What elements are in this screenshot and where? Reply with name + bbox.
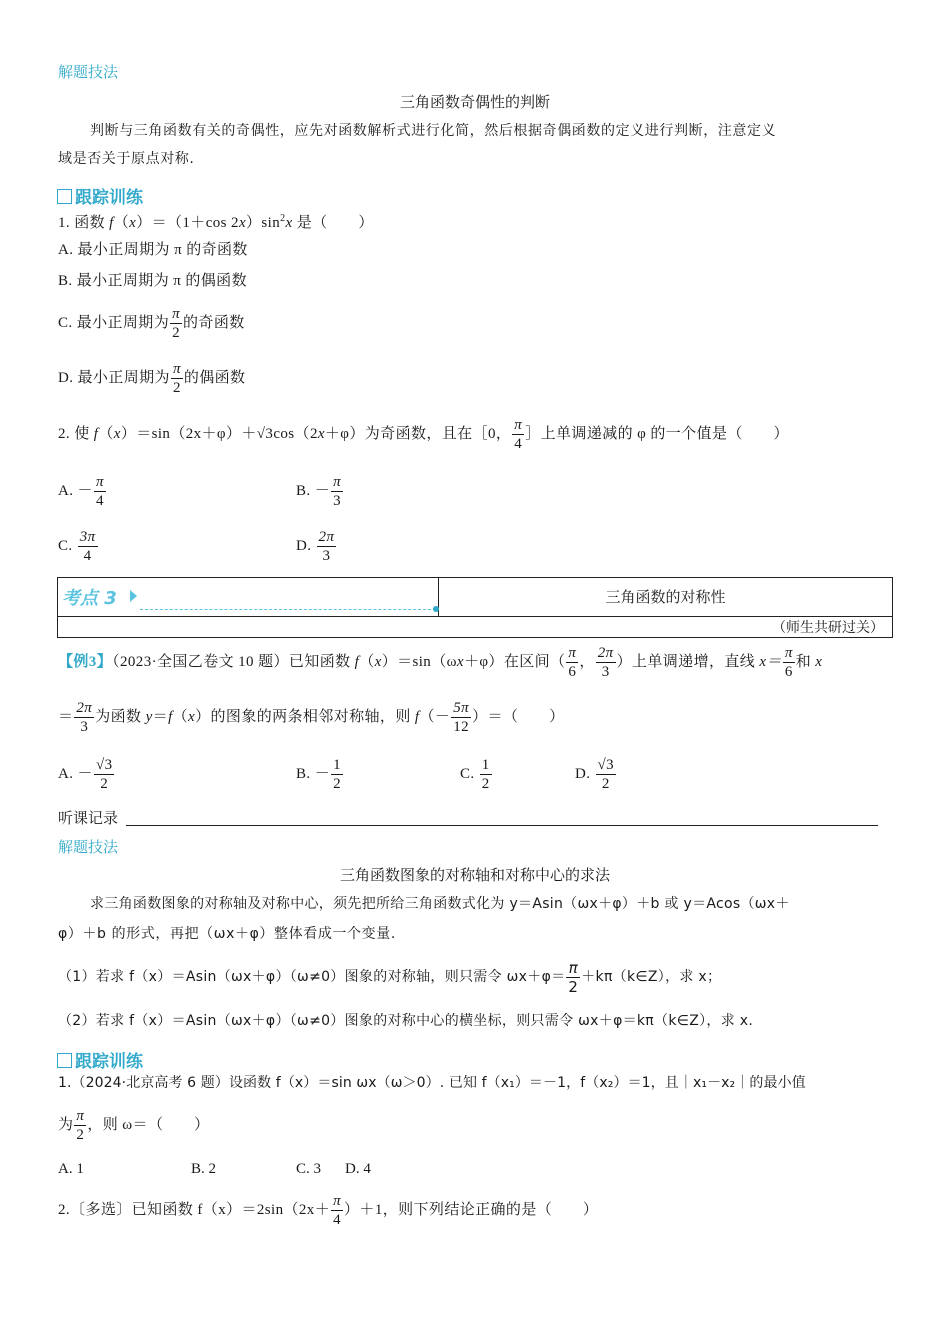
option-c: C. 最小正周期为 $\frac{\pi}{2}$ 的奇函数 xyxy=(58,306,245,342)
section-title: 三角函数奇偶性的判断 xyxy=(399,93,550,111)
kaodian-badge-cell xyxy=(58,578,439,616)
option-a: A. － $\frac{\pi}{4}$ xyxy=(58,474,104,510)
kaodian-title: 三角函数的对称性 xyxy=(605,588,726,606)
checkbox-icon xyxy=(57,189,72,204)
option-c: C. $\frac{3\pi}{4}$ xyxy=(58,529,96,565)
question-2: 2. 使 f（x）＝sin（2x＋φ）＋√3cos（2x＋φ）为奇函数，且在［0， $\frac{\pi}{4}$ ］上单调递减的 φ 的一个值是（ ） xyxy=(58,417,789,453)
option-d: D. $\frac{2\pi}{3}$ xyxy=(296,529,335,565)
fraction: $\frac{\pi}{4}$ xyxy=(514,417,523,453)
fraction: $\frac{\pi}{2}$ xyxy=(172,361,181,397)
example-tag: 【例3】 xyxy=(58,654,113,670)
option-b: B. － $\frac{\pi}{3}$ xyxy=(296,474,342,510)
notes-line xyxy=(126,825,878,826)
track-heading: 跟踪训练 xyxy=(57,183,143,208)
kaodian-badge: 考点 3 xyxy=(62,588,117,609)
option-d: D. 4 xyxy=(345,1161,371,1177)
question-1: 1.（2024·北京高考 6 题）设函数 f（x）＝sin ωx（ω＞0）. 已知 f（x₁）＝－1，f（x₂）＝1，且｜x₁－x₂｜的最小值 xyxy=(58,1075,806,1091)
option-d: D. $\frac{√3}{2}$ xyxy=(575,757,615,793)
method-item-1: （1）若求 f（x）＝Asin（ωx＋φ）（ω≠0）图象的对称轴，则只需令 ωx＋φ＝ $\frac{\pi}{2}$ ＋kπ（k∈Z），求 x； xyxy=(58,958,722,996)
option-a: A. 1 xyxy=(58,1161,84,1177)
checkbox-icon xyxy=(57,1053,72,1068)
kaodian-header xyxy=(57,577,893,638)
option-b: B. 最小正周期为 π 的偶函数 xyxy=(58,273,247,289)
body-line: φ）＋b 的形式，再把（ωx＋φ）整体看成一个变量. xyxy=(58,926,396,942)
notes-label: 听课记录 xyxy=(58,809,119,827)
triangle-right-icon xyxy=(130,590,137,602)
question-1: 1. 函数 f（x）＝（1＋cos $2x)\sin^2x$ 是（ ） xyxy=(58,213,374,231)
option-a: A. － $\frac{√3}{2}$ xyxy=(58,757,113,793)
option-b: B. 2 xyxy=(191,1161,217,1177)
example-3-line2: ＝ $\frac{2\pi}{3}$ 为函数 y＝f（x）的图象的两条相邻对称轴，则 f（－ $\frac{5\pi}{12}$ ）＝（ ） xyxy=(58,700,565,736)
divider xyxy=(140,609,436,610)
section-label: 解题技法 xyxy=(58,63,119,81)
option-c: C. $\frac{1}{2}$ xyxy=(460,757,490,793)
body-line: 求三角函数图象的对称轴及对称中心，须先把所给三角函数式化为 y＝Asin（ωx＋φ）＋b 或 y＝Acos（ωx＋ xyxy=(90,896,790,912)
body-line: 域是否关于原点对称. xyxy=(58,151,195,167)
option-d: D. 最小正周期为 $\frac{\pi}{2}$ 的偶函数 xyxy=(58,361,246,397)
question-1-cont: 为 $\frac{\pi}{2}$ ，则 ω＝（ ） xyxy=(58,1108,210,1144)
question-2: 2.〔多选〕已知函数 f（x）＝2sin（2x＋ $\frac{\pi}{4}$ ）＋1，则下列结论正确的是（ ） xyxy=(58,1193,599,1229)
section-label: 解题技法 xyxy=(58,838,119,856)
track-heading: 跟踪训练 xyxy=(57,1047,143,1072)
option-a: A. 最小正周期为 π 的奇函数 xyxy=(58,242,248,258)
method-item-2: （2）若求 f（x）＝Asin（ωx＋φ）（ω≠0）图象的对称中心的横坐标，则只需令 ωx＋φ＝kπ（k∈Z），求 x. xyxy=(58,1013,754,1029)
kaodian-note: （师生共研过关） xyxy=(58,616,892,639)
option-b: B. － $\frac{1}{2}$ xyxy=(296,757,342,793)
fraction: $\frac{\pi}{2}$ xyxy=(172,306,181,342)
option-c: C. 3 xyxy=(296,1161,322,1177)
example-3-line1: 【例3】（2023·全国乙卷文 10 题）已知函数 f（x）＝sin（ωx＋φ）在区间（ $\frac{\pi}{6}$ ， $\frac{2\pi}{3}$ ）上单调递增，直线 x＝ $\frac{\pi}{6}$ 和 x xyxy=(58,645,823,681)
body-line: 判断与三角函数有关的奇偶性，应先对函数解析式进行化简，然后根据奇偶函数的定义进行判断，注意定义 xyxy=(90,123,777,139)
section-title: 三角函数图象的对称轴和对称中心的求法 xyxy=(339,866,610,884)
